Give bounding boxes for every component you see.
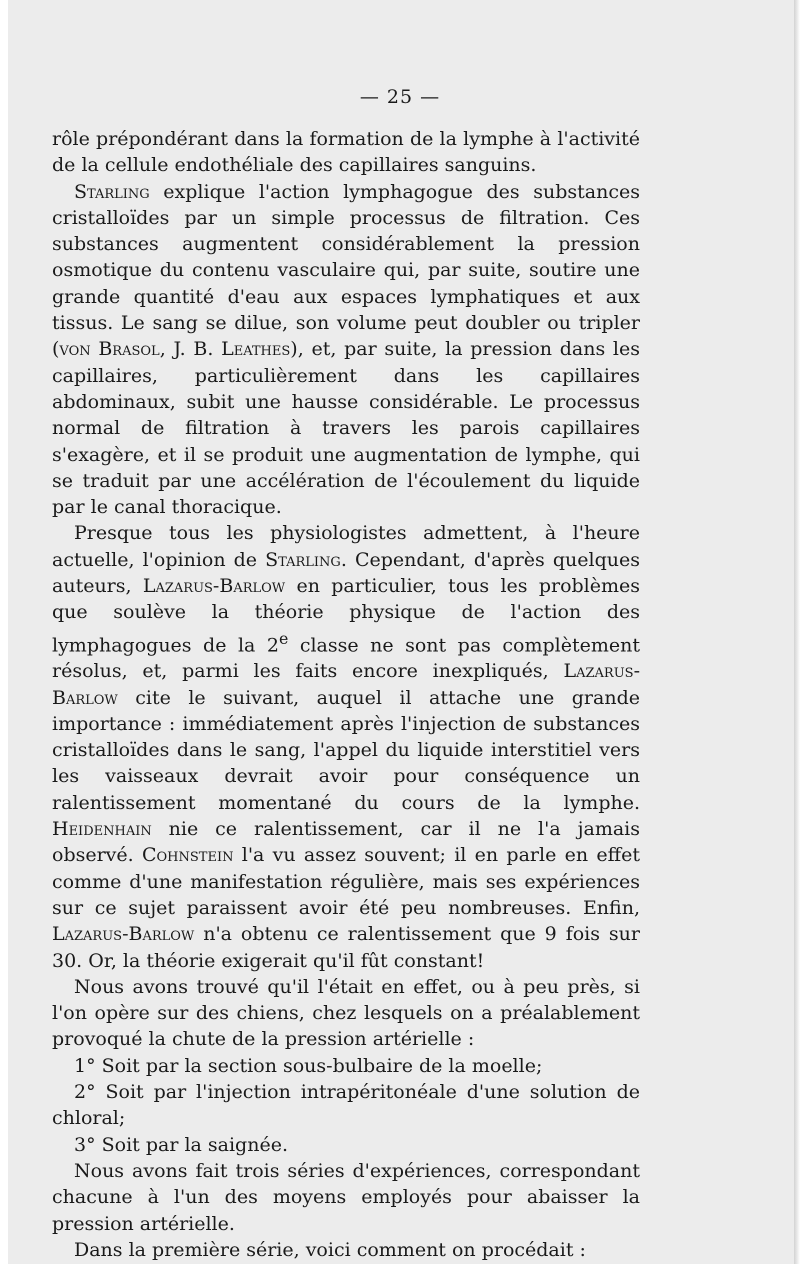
page-number: — 25 — — [359, 86, 441, 108]
paragraph-text: l'a vu assez souvent; il en parle en effet comme d'une manifestation régulière, mais ses expériences sur ce sujet paraissent avoir été peu nombreuses. Enfin, — [52, 844, 640, 919]
list-marker: 1° — [74, 1054, 96, 1077]
paragraph-text: . Cependant, d'après quelques auteurs, — [52, 548, 640, 598]
author-leathes: Leathes — [221, 338, 291, 361]
list-text: Soit par la section sous-bulbaire de la moelle; — [101, 1054, 543, 1077]
list-item — [52, 1079, 640, 1132]
list-item — [52, 1132, 640, 1158]
list-text: Soit par la saignée. — [101, 1133, 288, 1156]
paragraph-text: ), et, par suite, la pression dans les capillaires, particulièrement dans les capillaires abdominaux, subit une hausse considérable. Le processus normal de filtration à travers les parois capillaires s'exagère, et il se produit une augmentation de lymphe, qui se traduit par une accélération de l'écoulement du liquide par le canal thoracique. — [52, 338, 640, 519]
paragraph-series — [52, 1158, 640, 1237]
list-item — [52, 1053, 640, 1079]
page-right-edge — [794, 0, 800, 1264]
paragraph-text: , J. B. — [159, 338, 222, 361]
paragraph-text: rôle prépondérant dans la formation de la lymphe à l'activité de la cellule endothéliale des capillaires sanguins. — [52, 128, 640, 177]
paragraph-text: n'a obtenu ce ralentissement que 9 fois sur 30. Or, la théorie exigerait qu'il fût constant! — [52, 923, 640, 972]
paragraph-text: Presque tous les physiologistes admettent, à l'heure actuelle, l'opinion de — [52, 522, 640, 571]
list-marker: 3° — [74, 1133, 96, 1156]
superscript: e — [278, 628, 289, 648]
paragraph-text: cite le suivant, auquel il attache une grande importance : immédiatement après l'injection de substances cristalloïdes dans le sang, l'appel du liquide interstitiel vers les vaisseaux devrait avoir pour conséquence un ralentissement momentané du cours de la lymphe. — [52, 686, 640, 814]
paragraph-objections — [52, 520, 640, 973]
paragraph-text: Nous avons fait trois séries d'expériences, correspondant chacune à l'un des moyens employés pour abaisser la pression artérielle. — [52, 1159, 640, 1235]
author-starling: Starling — [265, 548, 341, 571]
paragraph-continuation — [52, 126, 640, 179]
paragraph-text: classe ne sont pas complètement résolus, et, parmi les faits encore inexpliqués, — [52, 633, 640, 683]
author-lazarus-barlow: Lazarus-Barlow — [52, 660, 640, 709]
author-heidenhain: Heidenhain — [52, 818, 152, 841]
paragraph-text: Nous avons trouvé qu'il l'était en effet, ou à peu près, si l'on opère sur des chiens, chez lesquels on a préalablement provoqué la chute de la pression artérielle : — [52, 975, 640, 1051]
author-cohnstein: Cohnstein — [141, 844, 234, 867]
author-brasol: von Brasol — [59, 338, 160, 361]
body-text — [52, 126, 640, 1263]
page-left-margin — [0, 0, 8, 1264]
paragraph-first-series — [52, 1237, 640, 1263]
list-text: Soit par l'injection intrapéritonéale d'une solution de chloral; — [52, 1081, 640, 1130]
paragraph-text: Dans la première série, voici comment on procédait : — [74, 1238, 586, 1261]
author-starling: Starling — [74, 180, 150, 203]
paragraph-text: en particulier, tous les problèmes que soulève la théorie physique de l'action des lymphagogues de la 2 — [52, 575, 641, 656]
paragraph-text: nie ce ralentissement, car il ne l'a jamais observé. — [52, 818, 640, 867]
paragraph-findings — [52, 974, 640, 1053]
paragraph-text: explique l'action lymphagogue des substances cristalloïdes par un simple processus de filtration. Ces substances augmentent considérablement la pression osmotique du contenu vasculaire qui, par suite, soutire une grande quantité d'eau aux espaces lymphatiques et aux tissus. Le sang se dilue, son volume peut doubler ou tripler ( — [52, 180, 640, 361]
author-lazarus-barlow: Lazarus-Barlow — [142, 575, 286, 598]
list-marker: 2° — [74, 1081, 96, 1104]
author-lazarus-barlow: Lazarus-Barlow — [52, 923, 195, 946]
paragraph-starling-theory — [52, 179, 640, 521]
